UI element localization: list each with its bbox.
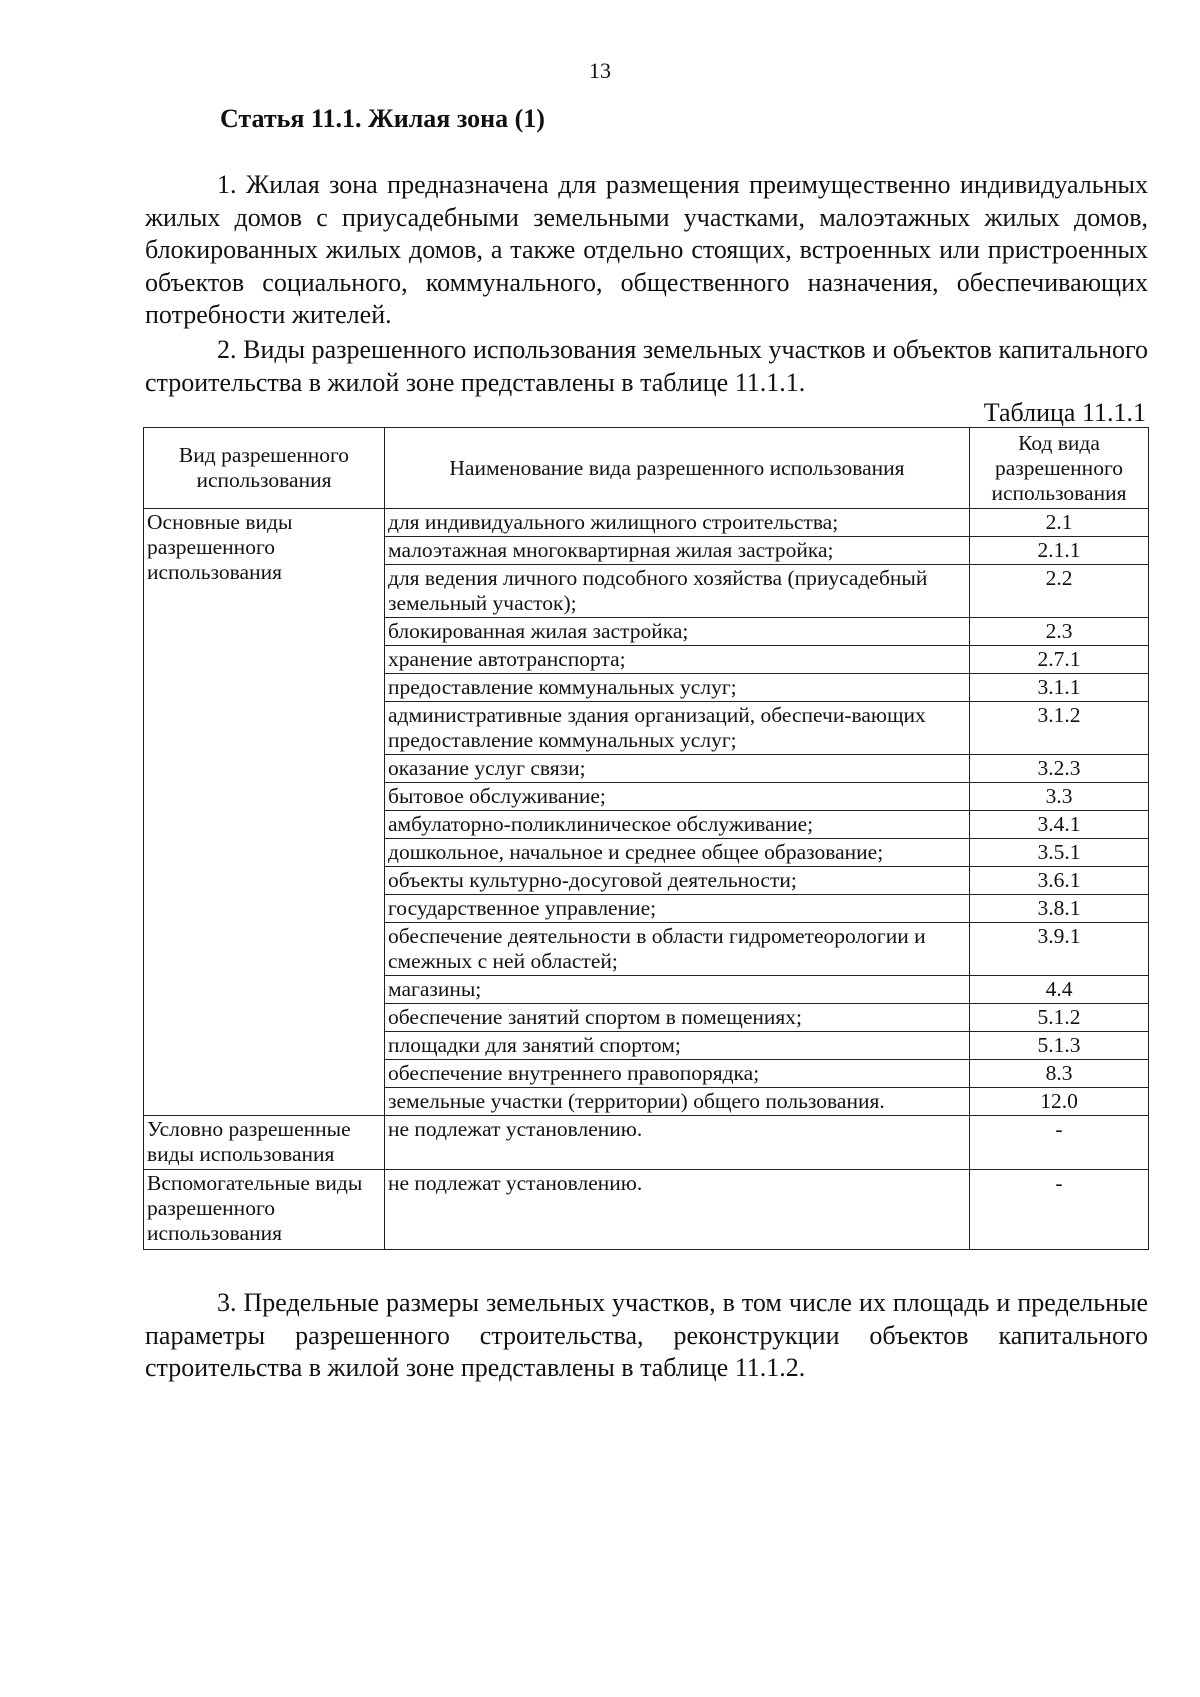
table-row — [144, 1170, 1149, 1250]
use-name-cell: для индивидуального жилищного строительства; — [385, 509, 970, 537]
use-name-cell: блокированная жилая застройка; — [385, 618, 970, 646]
use-name-cell: земельные участки (территории) общего пользования. — [385, 1088, 970, 1116]
header-use-code: Код вида разрешенного использования — [970, 428, 1149, 509]
use-code-cell: 3.8.1 — [970, 895, 1149, 923]
use-name-cell: не подлежат установлению. — [385, 1170, 970, 1250]
use-name-cell: оказание услуг связи; — [385, 755, 970, 783]
table-header-row — [144, 428, 1149, 509]
use-name-cell: государственное управление; — [385, 895, 970, 923]
use-code-cell: 3.5.1 — [970, 839, 1149, 867]
use-code-cell: 5.1.3 — [970, 1032, 1149, 1060]
table-row — [144, 509, 1149, 537]
use-code-cell: 12.0 — [970, 1088, 1149, 1116]
use-name-cell: дошкольное, начальное и среднее общее образование; — [385, 839, 970, 867]
use-code-cell: 2.3 — [970, 618, 1149, 646]
use-code-cell: 3.6.1 — [970, 867, 1149, 895]
use-code-cell: 4.4 — [970, 976, 1149, 1004]
use-name-cell: магазины; — [385, 976, 970, 1004]
use-name-cell: бытовое обслуживание; — [385, 783, 970, 811]
use-code-cell: 2.7.1 — [970, 646, 1149, 674]
page-number: 13 — [589, 58, 611, 83]
paragraph-1 — [145, 169, 1148, 332]
paragraph-3 — [145, 1287, 1148, 1385]
use-name-cell: предоставление коммунальных услуг; — [385, 674, 970, 702]
use-name-cell: хранение автотранспорта; — [385, 646, 970, 674]
paragraph-2 — [145, 334, 1148, 399]
use-name-cell: площадки для занятий спортом; — [385, 1032, 970, 1060]
paragraph-1-text: 1. Жилая зона предназначена для размещения преимущественно индивидуальных жилых домов с приусадебными земельными участками, малоэтажных жилых домов, блокированных жилых домов, а также отдельно стоящих, встроенных или пристроенных объектов социального, коммунального, общественного назначения, обеспечивающих потребности жителей. — [145, 170, 1148, 329]
header-use-type: Вид разрешенного использования — [144, 428, 385, 509]
use-code-cell: 2.1.1 — [970, 537, 1149, 565]
header-use-name: Наименование вида разрешенного использования — [385, 428, 970, 509]
group-label: Условно разрешенные виды использования — [144, 1116, 385, 1170]
use-code-cell: - — [970, 1170, 1149, 1250]
paragraph-3-text: 3. Предельные размеры земельных участков, в том числе их площадь и предельные параметры разрешенного строительства, реконструкции объектов капитального строительства в жилой зоне представлены в таблице 11.1.2. — [145, 1288, 1148, 1382]
group-label: Основные виды разрешенного использования — [144, 509, 385, 1116]
use-code-cell: 3.1.1 — [970, 674, 1149, 702]
permitted-use-table — [143, 427, 1149, 1250]
use-code-cell: 5.1.2 — [970, 1004, 1149, 1032]
use-code-cell: 2.1 — [970, 509, 1149, 537]
use-name-cell: амбулаторно-поликлиническое обслуживание; — [385, 811, 970, 839]
use-name-cell: обеспечение занятий спортом в помещениях; — [385, 1004, 970, 1032]
use-name-cell: малоэтажная многоквартирная жилая застройка; — [385, 537, 970, 565]
group-label: Вспомогательные виды разрешенного использования — [144, 1170, 385, 1250]
use-code-cell: 3.3 — [970, 783, 1149, 811]
use-name-cell: обеспечение деятельности в области гидрометеорологии и смежных с ней областей; — [385, 923, 970, 976]
use-name-cell: обеспечение внутреннего правопорядка; — [385, 1060, 970, 1088]
use-code-cell: 3.9.1 — [970, 923, 1149, 976]
use-code-cell: 8.3 — [970, 1060, 1149, 1088]
use-code-cell: 3.2.3 — [970, 755, 1149, 783]
table-row — [144, 1116, 1149, 1170]
use-code-cell: 2.2 — [970, 565, 1149, 618]
use-name-cell: административные здания организаций, обеспечи-вающих предоставление коммунальных услуг; — [385, 702, 970, 755]
use-code-cell: 3.4.1 — [970, 811, 1149, 839]
use-code-cell: 3.1.2 — [970, 702, 1149, 755]
use-name-cell: объекты культурно-досуговой деятельности; — [385, 867, 970, 895]
use-code-cell: - — [970, 1116, 1149, 1170]
paragraph-2-text: 2. Виды разрешенного использования земельных участков и объектов капитального строительства в жилой зоне представлены в таблице 11.1.1. — [145, 335, 1148, 397]
use-name-cell: для ведения личного подсобного хозяйства (приусадебный земельный участок); — [385, 565, 970, 618]
table-body — [144, 509, 1149, 1250]
table-caption: Таблица 11.1.1 — [983, 398, 1146, 427]
use-name-cell: не подлежат установлению. — [385, 1116, 970, 1170]
article-title: Статья 11.1. Жилая зона (1) — [220, 104, 545, 133]
